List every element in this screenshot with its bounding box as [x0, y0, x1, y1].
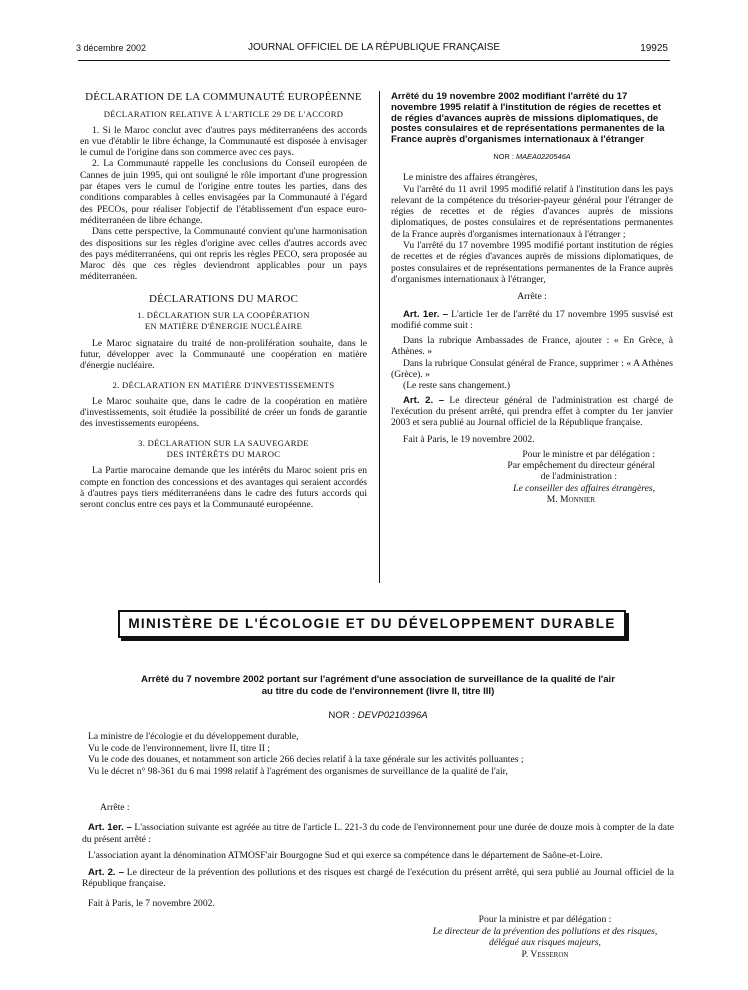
right-column — [391, 92, 673, 505]
ec-paragraph-3: Dans cette perspective, la Communauté convient qu'une harmonisation des dispositions sur les règles d'origine avec celles d'autres accords avec des pays méditerranéens, qui ont repris les règles PECO, sera proposée au Maroc dès que ces règles deviendront applicables pour un pays méditerranéen. — [80, 226, 367, 283]
arrete-heading: Arrête : — [517, 291, 547, 303]
bottom-article-1-text: L'association suivante est agréée au titre de l'article L. 221-3 du code de l'environnement pour une durée de douze mois à compter de la date du présent arrêté : — [82, 822, 674, 845]
association-line: L'association ayant la dénomination ATMOSF'air Bourgogne Sud et qui exerce sa compétence dans le département de Saône-et-Loire. — [88, 850, 603, 862]
minister-line: Le ministre des affaires étrangères, — [403, 172, 538, 184]
column-divider — [379, 91, 380, 583]
visa-decree: Vu le décret n° 98-361 du 6 mai 1998 relatif à l'agrément des organismes de surveillance de la qualité de l'air, — [88, 765, 508, 777]
signature-line-2: Par empêchement du directeur général — [507, 460, 655, 472]
bottom-signature-block — [410, 914, 680, 960]
visas-block — [82, 731, 674, 777]
article-2-label: Art. 2. – — [403, 394, 445, 406]
rubrique-2: Dans la rubrique Consulat général de France, supprimer : « A Athènes (Grèce). » — [391, 357, 673, 381]
nor-label-2: NOR : — [328, 710, 356, 721]
arrete-7-nov-title — [82, 674, 674, 697]
article-1-text: L'article 1er de l'arrêté du 17 novembre 1995 susvisé est modifié comme suit : — [391, 308, 673, 331]
nor-code: MAEA0220546A — [515, 151, 571, 161]
bottom-article-1-label: Art. 1er. – — [88, 822, 132, 833]
arrete-heading-2: Arrête : — [100, 802, 130, 813]
signatory-name: M. Monnier — [546, 494, 595, 505]
header-rule — [78, 60, 670, 61]
nor-label: NOR : — [493, 151, 514, 161]
journal-title: JOURNAL OFFICIEL DE LA RÉPUBLIQUE FRANÇAISE — [247, 42, 501, 53]
nor-code-2: DEVP0210396A — [357, 710, 428, 721]
ec-declaration-title: DÉCLARATION DE LA COMMUNAUTÉ EUROPÉENNE — [85, 91, 362, 103]
issue-date: 3 décembre 2002 — [76, 43, 147, 53]
declaration-2-text: Le Maroc souhaite que, dans le cadre de la coopération en matière d'investissements, soit étudiée la possibilité de créer un fonds de garantie des investissements européens. — [80, 395, 367, 430]
reste-inchange: (Le reste sans changement.) — [403, 380, 511, 392]
declaration-3-title-line1: 3. DÉCLARATION SUR LA SAUVEGARDE — [138, 437, 309, 448]
left-column — [80, 92, 367, 511]
page-number: 19925 — [640, 43, 668, 54]
arrete-19-nov-title: Arrêté du 19 novembre 2002 modifiant l'arrêté du 17 novembre 1995 relatif à l'institution de régies de recettes et de régies d'avances auprès de missions diplomatiques, de postes consulaires et de représentations permanentes de la France auprès d'organismes internationaux à l'étranger — [391, 91, 665, 146]
signature-block — [391, 449, 673, 505]
declaration-1-title-line1: 1. DÉCLARATION SUR LA COOPÉRATION — [137, 310, 310, 321]
running-header — [78, 43, 670, 57]
nor-reference-2 — [82, 710, 674, 722]
declaration-2-title: 2. DÉCLARATION EN MATIÈRE D'INVESTISSEMENTS — [112, 379, 335, 390]
bottom-signature-line-1: Pour la ministre et par délégation : — [478, 914, 612, 925]
article-2-text: Le directeur général de l'administration est chargé de l'exécution du présent arrêté, qui prendra effet à compter du 1er janvier 2003 et sera publié au Journal officiel de la République française. — [391, 394, 673, 429]
bottom-article-1 — [82, 822, 674, 845]
ec-paragraph-2: 2. La Communauté rappelle les conclusions du Conseil européen de Cannes de juin 1995, qui ont souligné le rôle important d'une progression par étapes vers le cumul de l'origine entre toutes les parties, dans des conditions comparables à celles envisagées par la Communauté à l'égard des PECOs, pour réaliser l'objectif de l'établissement d'un espace euro-méditerranéen de libre échange. — [80, 158, 367, 226]
bottom-article-2-text: Le directeur de la prévention des pollutions et des risques est chargé de l'exécution du présent arrêté, qui sera publié au Journal officiel de la République française. — [82, 866, 674, 890]
morocco-declarations-title: DÉCLARATIONS DU MAROC — [148, 292, 299, 305]
visa-customs-code: Vu le code des douanes, et notamment son article 266 decies relatif à la taxe générale sur les activités polluantes ; — [88, 754, 524, 766]
bottom-signature-line-2: Le directeur de la prévention des pollutions et des risques, — [432, 925, 658, 937]
declaration-3-text: La Partie marocaine demande que les intérêts du Maroc soient pris en compte en fonction des concessions et des avantages qui seraient accordés à d'autres pays tiers méditerranéens dans le cadre des futurs accords qui seront conclus entre ces pays et la Communauté européenne. — [80, 465, 367, 511]
arrete-7-nov-title-line2: au titre du code de l'environnement (livre II, titre III) — [261, 685, 495, 697]
signature-line-4: Le conseiller des affaires étrangères, — [513, 482, 655, 494]
rubrique-1: Dans la rubrique Ambassades de France, ajouter : « En Grèce, à Athènes. » — [391, 335, 673, 358]
declaration-1-title-line2: EN MATIÈRE D'ÉNERGIE NUCLÉAIRE — [144, 321, 303, 332]
bottom-signatory-name: P. Vesseron — [521, 948, 569, 960]
bottom-article-2 — [82, 867, 674, 890]
ministry-banner: MINISTÈRE DE L'ÉCOLOGIE ET DU DÉVELOPPEMENT DURABLE — [118, 610, 626, 638]
bottom-signature-line-3: délégué aux risques majeurs, — [489, 937, 601, 949]
minister-line-2: La ministre de l'écologie et du développement durable, — [88, 731, 299, 742]
ec-paragraph-1: 1. Si le Maroc conclut avec d'autres pays méditerranéens des accords en vue d'établir le libre échange, la Communauté est disposée à envisager le cumul de l'origine dans son commerce avec ces pays. — [80, 124, 367, 159]
arrete-7-nov-title-line1: Arrêté du 7 novembre 2002 portant sur l'agrément d'une association de surveillance de la qualité de l'air — [141, 674, 615, 685]
declaration-3-title-line2: DES INTÉRÊTS DU MAROC — [166, 449, 281, 460]
ec-declaration-subtitle: DÉCLARATION RELATIVE À L'ARTICLE 29 DE L'ACCORD — [103, 109, 344, 120]
visa-1: Vu l'arrêté du 11 avril 1995 modifié relatif à l'institution dans les pays relevant de la compétence du trésorier-payeur général pour l'étranger de régies de recettes et de régies d'avances auprès de missions diplomatiques, de postes consulaires et de représentations permanentes de la France auprès d'organismes internationaux à l'étranger ; — [391, 183, 673, 240]
bottom-articles — [82, 822, 674, 910]
signing-place-date: Fait à Paris, le 19 novembre 2002. — [403, 433, 535, 445]
bottom-signing-place-date: Fait à Paris, le 7 novembre 2002. — [88, 897, 215, 909]
article-1-label: Art. 1er. – — [403, 308, 449, 320]
nor-reference — [391, 151, 673, 162]
signature-line-3: de l'administration : — [540, 471, 617, 483]
article-1 — [391, 309, 673, 332]
article-2 — [391, 395, 673, 429]
visa-env-code: Vu le code de l'environnement, livre II, titre II ; — [88, 742, 271, 754]
signature-line-1: Pour le ministre et par délégation : — [522, 448, 655, 460]
bottom-article-2-label: Art. 2. – — [88, 866, 124, 878]
visa-2: Vu l'arrêté du 17 novembre 1995 modifié portant institution de régies de recettes et de régies d'avances auprès de missions diplomatiques, de postes consulaires et de représentations permanentes de la France auprès d'organismes internationaux à l'étranger, — [391, 240, 673, 285]
declaration-1-text: Le Maroc signataire du traité de non-prolifération souhaite, dans le futur, développer avec la Communauté une coopération en matière d'énergie nucléaire. — [80, 337, 367, 372]
